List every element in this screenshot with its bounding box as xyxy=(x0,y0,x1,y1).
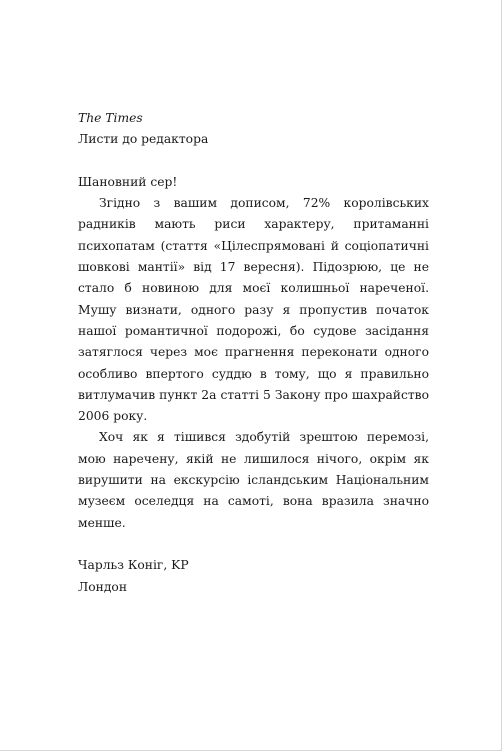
letter-paragraph-2: Хоч як я тішився здобутій зрештою перемозі, мою наречену, якій не лишилося нічого, окрім як вирушити на екскурсію ісландським Національним музеєм оселедця на самоті, вона вразила значно менше. xyxy=(78,430,429,530)
signature-city: Лондон xyxy=(78,579,128,594)
signature-name: Чарльз Коніг, KP xyxy=(78,558,189,573)
publication-name: The Times xyxy=(78,111,143,125)
letter-paragraph-1: Згідно з вашим дописом, 72% королівських радників мають риси характеру, притаманні психопатам (стаття «Цілеспрямовані й соціопатичні шовкові мантії» від 17 вересня). Підозрюю, це не стало б новиною для моєї колишньої нареченої. Мушу визнати, одного разу я пропустив початок нашої романтичної подорожі, бо судове засідання затяглося через моє прагнення переконати одного особливо впертого суддю в тому, що я правильно витлумачив пункт 2а статті 5 Закону про шахрайство 2006 року. xyxy=(78,196,429,424)
section-title: Листи до редактора xyxy=(78,132,209,147)
letter-content xyxy=(78,108,429,619)
letter-greeting: Шановний сер! xyxy=(78,174,178,189)
letter-header xyxy=(78,108,429,151)
letter-signature xyxy=(78,555,429,598)
